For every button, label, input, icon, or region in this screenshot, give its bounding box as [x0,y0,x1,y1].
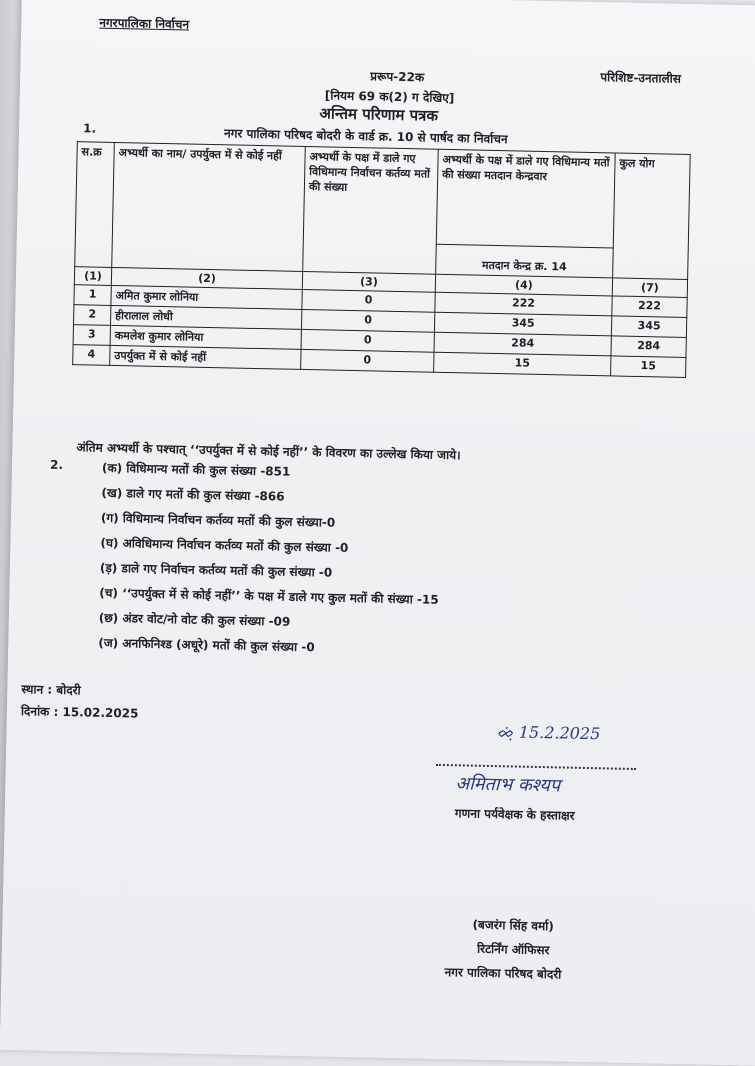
returning-officer-office: नगर पालिका परिषद बोदरी [444,965,562,982]
date-label: दिनांक : 15.02.2025 [20,704,139,721]
row-postal-votes: 0 [302,289,435,312]
col-num-1: (1) [74,267,111,286]
row-sno: 4 [73,345,110,366]
summary-valid-duty-votes: (ग) विधिमान्य निर्वाचन कर्तव्य मतों की कुल संख्या-0 [100,510,336,530]
header-candidate [112,142,306,271]
row-total-votes: 345 [611,316,686,338]
form-number: प्ररूप-22क [370,69,425,85]
row-sno: 3 [73,325,110,346]
row-candidate-name: उपर्युक्त में से कोई नहीं [110,345,301,369]
handwritten-supervisor-name: अमिताभ कश्यप [455,773,561,797]
header-booth-text: अभ्यर्थी के पक्ष में डाले गए विधिमान्य मतों की संख्या मतदान केन्द्रवार [442,152,610,184]
row-booth-votes: 15 [434,352,611,376]
row-total-votes: 15 [611,356,686,378]
signature-initials-icon: ᨖᨘᨗ [496,722,520,742]
row-total-votes: 284 [611,336,686,358]
row-sno: 1 [74,285,111,306]
col-num-7: (7) [612,278,687,298]
col-num-4: (4) [435,274,612,296]
handwritten-signature-date [496,722,600,744]
summary-valid-votes: (क) विधिमान्य मतों की कुल संख्या -851 [101,460,291,479]
row-booth-votes: 345 [434,312,611,336]
header-booth [436,149,615,248]
row-postal-votes: 0 [301,309,434,332]
header-postal-text: अभ्यर्थी के पक्ष में डाले गए विधिमान्य निर्वाचन कर्तव्य मतों की संख्या [308,150,431,194]
col-num-3: (3) [302,271,435,292]
row-sno: 2 [74,305,111,326]
row-candidate-name: कमलेश कुमार लोनिया [110,325,301,349]
row-candidate-name: हीरालाल लोधी [110,305,301,329]
top-header-link: नगरपालिका निर्वाचन [99,15,190,32]
row-postal-votes: 0 [301,349,434,372]
appendix-label: परिशिष्ट-उनतालीस [600,70,682,86]
row-candidate-name: अमित कुमार लोनिया [111,285,302,309]
header-candidate-text: अभ्यर्थी का नाम/ उपर्युक्त में से कोई नहीं [118,146,282,163]
returning-officer-name: (बजरंग सिंह वर्मा) [472,917,554,934]
signature-date-text: 15.2.2025 [518,722,601,744]
row-booth-votes: 222 [435,292,612,316]
summary-cast-votes: (ख) डाले गए मतों की कुल संख्या -866 [101,485,285,504]
row-booth-votes: 284 [434,332,611,356]
page-title: अन्तिम परिणाम पत्रक [319,104,439,125]
header-total: कुल योग [613,153,691,280]
results-table [72,141,691,378]
rule-reference: [नियम 69 क(2) ग देखिए] [324,88,455,106]
summary-under-votes: (छ) अंडर वोट/नो वोट की कुल संख्या -09 [98,610,291,629]
summary-nota-votes: (च) ‘‘उपर्युक्त में से कोई नहीं’’ के पक्ष में डाले गए कुल मतों की संख्या -15 [99,585,439,607]
row-total-votes: 222 [612,296,687,318]
row-postal-votes: 0 [301,329,434,352]
booth-label: मतदान केन्द्र क्र. 14 [436,244,614,278]
signature-line [436,764,636,770]
nota-instruction-note: अंतिम अभ्यर्थी के पश्चात् ‘‘उपर्युक्त में से कोई नहीं’’ के विवरण का उल्लेख किया जाये। [76,440,461,463]
supervisor-signature-label: गणना पर्यवेक्षक के हस्ताक्षर [454,806,575,823]
section-2-number: 2. [49,457,64,472]
place-label: स्थान : बोदरी [21,682,81,698]
returning-officer-title: रिटर्निंग ऑफिसर [476,941,550,958]
summary-cast-duty-votes: (ड़) डाले गए निर्वाचन कर्तव्य मतों की कुल संख्या -0 [99,560,333,580]
table-header-row [75,142,690,250]
col-num-2: (2) [111,267,302,289]
header-sno: स.क्र [75,142,115,268]
summary-unfinished-votes: (ज) अनफिनिश्ड (अधूरे) मतों की कुल संख्या -0 [98,635,315,655]
section-1-number: 1. [82,121,97,136]
header-postal [303,146,439,274]
summary-invalid-duty-votes: (घ) अविधिमान्य निर्वाचन कर्तव्य मतों की कुल संख्या -0 [100,535,349,555]
page-subtitle: नगर पालिका परिषद बोदरी के वार्ड क्र. 10 से पार्षद का निर्वाचन [223,126,508,147]
